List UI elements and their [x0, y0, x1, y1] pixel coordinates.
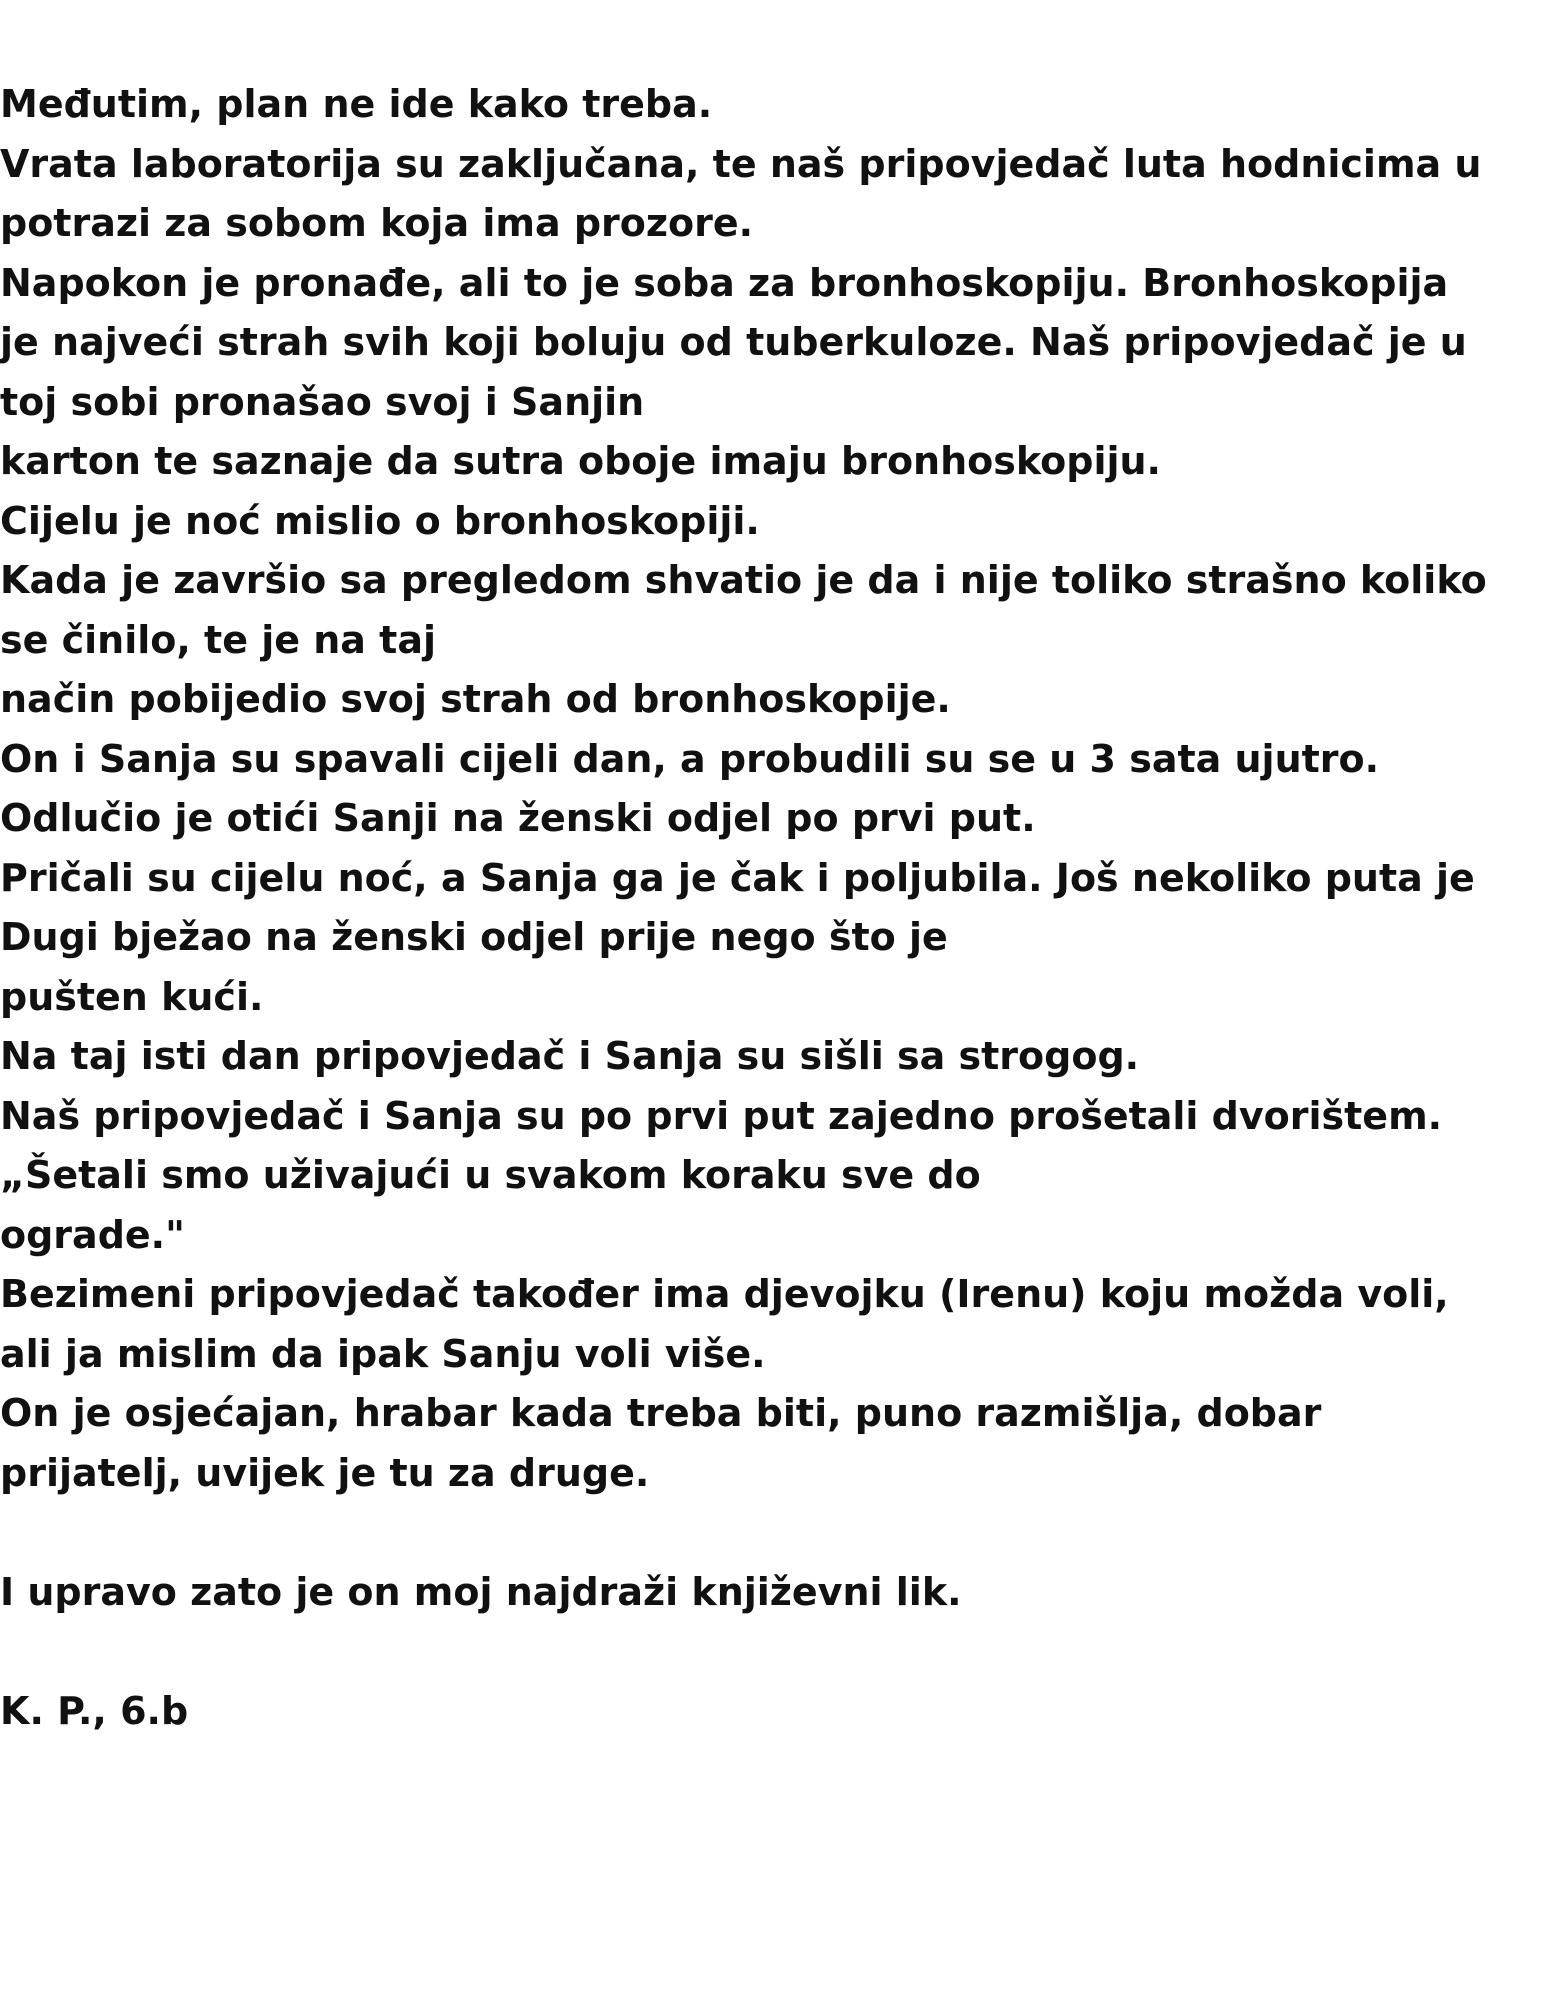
text-line: pušten kući. — [0, 974, 264, 1019]
text-line: Međutim, plan ne ide kako treba. — [0, 82, 713, 126]
conclusion-line: I upravo zato je on moj najdraži književni lik. — [0, 1569, 962, 1614]
signature: K. P., 6.b — [0, 1688, 189, 1733]
text-line: Naš pripovjedač i Sanja su po prvi put zajedno prošetali dvorištem. — [0, 1093, 1443, 1138]
text-line: je najveći strah svih koji boluju od tuberkuloze. Naš pripovjedač je u — [0, 320, 1467, 364]
document-body — [0, 75, 1555, 1741]
text-line: Na taj isti dan pripovjedač i Sanja su sišli sa strogog. — [0, 1034, 1140, 1078]
text-line: ali ja mislim da ipak Sanju voli više. — [0, 1331, 766, 1376]
text-line: se činilo, te je na taj — [0, 617, 436, 662]
text-line: Kada je završio sa pregledom shvatio je da i nije toliko strašno koliko — [0, 558, 1487, 602]
text-line: prijatelj, uvijek je tu za druge. — [0, 1450, 650, 1495]
text-line: karton te saznaje da sutra oboje imaju bronhoskopiju. — [0, 439, 1161, 483]
text-line: Dugi bježao na ženski odjel prije nego što je — [0, 915, 948, 959]
text-line: ograde." — [0, 1212, 185, 1257]
text-line: Napokon je pronađe, ali to je soba za bronhoskopiju. Bronhoskopija — [0, 260, 1449, 305]
text-line: Cijelu je noć mislio o bronhoskopiji. — [0, 498, 760, 543]
text-line: Bezimeni pripovjedač također ima djevojku (Irenu) koju možda voli, — [0, 1272, 1449, 1316]
text-line: potrazi za sobom koja ima prozore. — [0, 201, 754, 245]
text-line: Pričali su cijelu noć, a Sanja ga je čak i poljubila. Još nekoliko puta je — [0, 855, 1475, 900]
text-line: „Šetali smo uživajući u svakom koraku sve do — [0, 1153, 981, 1197]
text-line: On i Sanja su spavali cijeli dan, a probudili su se u 3 sata ujutro. — [0, 736, 1380, 781]
text-line: Vrata laboratorija su zaključana, te naš pripovjedač luta hodnicima u — [0, 141, 1482, 186]
paragraph-gap — [0, 1622, 1555, 1682]
text-line: Odlučio je otići Sanji na ženski odjel po prvi put. — [0, 796, 1036, 840]
paragraph-gap — [0, 1503, 1555, 1563]
text-line: toj sobi pronašao svoj i Sanjin — [0, 379, 645, 424]
text-line: način pobijedio svoj strah od bronhoskopije. — [0, 677, 951, 721]
text-line: On je osjećajan, hrabar kada treba biti, puno razmišlja, dobar — [0, 1391, 1322, 1435]
